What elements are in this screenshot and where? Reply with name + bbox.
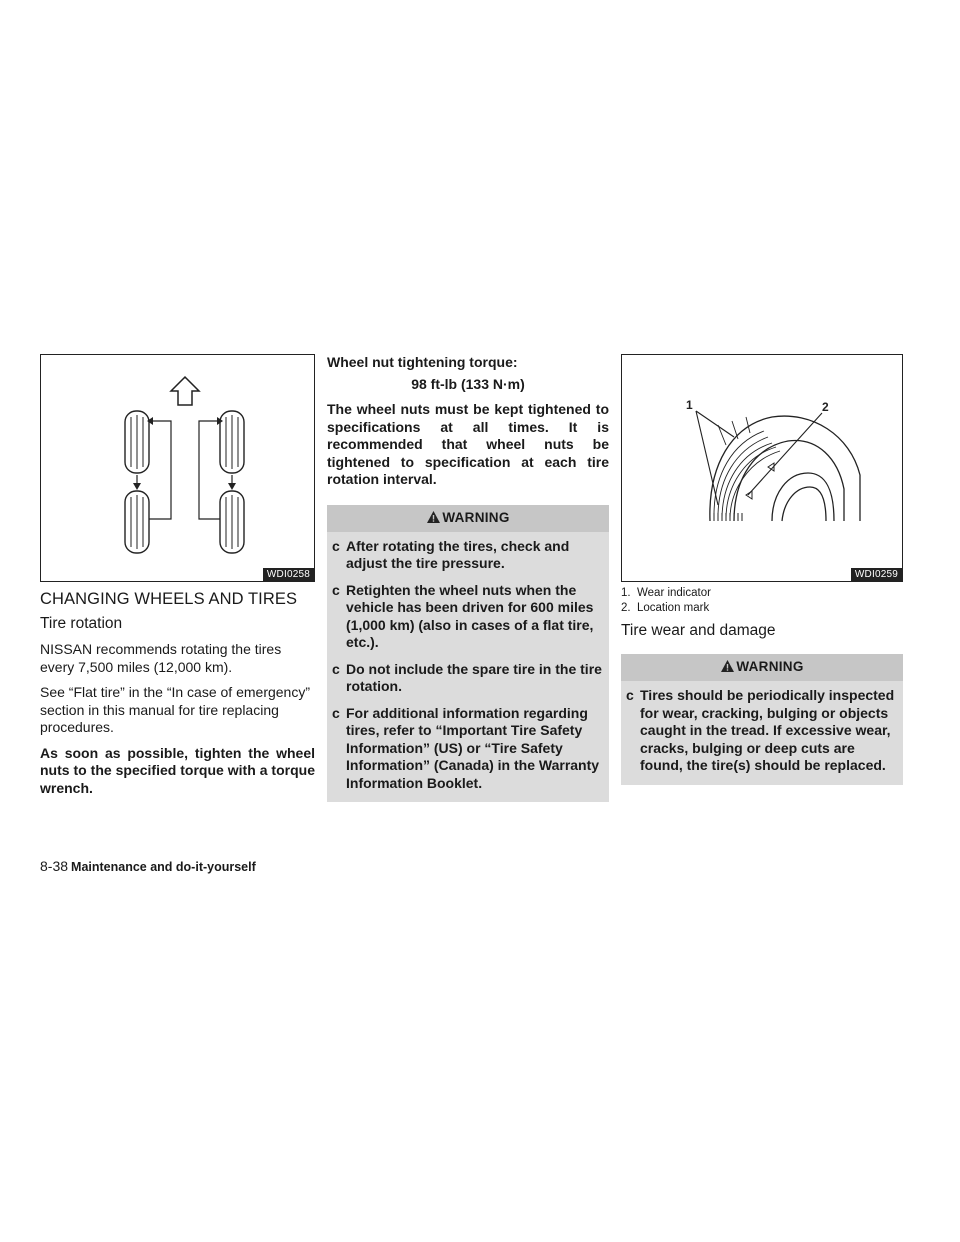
tire-rotation-diagram bbox=[40, 354, 315, 582]
bullet: c bbox=[332, 537, 340, 554]
body-paragraph-bold: The wheel nuts must be kept tightened to specifications at all times. It is recommended that wheel nuts be tightened to specification at each tire rotation interval. bbox=[327, 401, 609, 487]
column-left bbox=[40, 354, 315, 805]
bullet: c bbox=[332, 581, 340, 598]
tire-rotation-illustration bbox=[41, 355, 314, 581]
legend-item: 2. Location mark bbox=[621, 602, 710, 614]
warning-icon bbox=[426, 510, 441, 527]
section-title: CHANGING WHEELS AND TIRES bbox=[40, 590, 298, 608]
tire-wear-illustration bbox=[622, 355, 902, 581]
warning-item: c Do not include the spare tire in the tire rotation. bbox=[332, 660, 602, 694]
warning-icon bbox=[720, 659, 735, 676]
forward-arrow-icon bbox=[171, 377, 199, 405]
rotation-arrows bbox=[137, 421, 232, 519]
torque-value: 98 ft-lb (133 N·m) bbox=[411, 376, 525, 392]
callout-label-2: 2 bbox=[822, 400, 829, 414]
bullet: c bbox=[332, 660, 340, 677]
callout-label-1: 1 bbox=[686, 398, 693, 412]
figure-legend bbox=[621, 586, 903, 616]
warning-item: c Tires should be periodically inspected for wear, cracking, bulging or objects caught in the tread. If excessive wear, cracks, bulging or deep cuts are found, the tire(s) should be replaced. bbox=[626, 687, 895, 773]
warning-item: c After rotating the tires, check and adjust the tire pressure. bbox=[332, 537, 570, 571]
warning-title: WARNING bbox=[442, 509, 510, 525]
warning-header bbox=[327, 505, 609, 532]
body-paragraph: NISSAN recommends rotating the tires every 7,500 miles (12,000 km). bbox=[40, 641, 282, 675]
figure-code: WDI0258 bbox=[263, 568, 314, 581]
column-middle bbox=[327, 354, 609, 802]
bullet: c bbox=[332, 704, 340, 721]
figure-code: WDI0259 bbox=[851, 568, 902, 581]
page-number: 8-38 bbox=[40, 858, 69, 874]
warning-list bbox=[621, 681, 903, 785]
tire-wear-diagram bbox=[621, 354, 903, 582]
subsection-title: Tire rotation bbox=[40, 615, 123, 632]
warning-list bbox=[327, 532, 609, 803]
subsection-title: Tire wear and damage bbox=[621, 622, 776, 639]
warning-box bbox=[621, 654, 903, 785]
warning-title: WARNING bbox=[736, 659, 804, 674]
torque-label: Wheel nut tightening torque: bbox=[327, 354, 518, 370]
warning-header bbox=[621, 654, 903, 681]
warning-box bbox=[327, 505, 609, 803]
column-right bbox=[621, 354, 903, 785]
chapter-title: Maintenance and do-it-yourself bbox=[71, 860, 256, 874]
legend-item: 1. Wear indicator bbox=[621, 587, 711, 599]
warning-item: c For additional information regarding tires, refer to “Important Tire Safety Information” (US) or “Tire Safety Information” (Canada) in the Warranty Information Booklet. bbox=[332, 704, 600, 791]
body-paragraph-bold: As soon as possible, tighten the wheel nuts to the specified torque with a torque wrench. bbox=[40, 744, 315, 796]
body-paragraph: See “Flat tire” in the “In case of emergency” section in this manual for tire replacing procedures. bbox=[40, 684, 310, 735]
bullet: c bbox=[626, 687, 634, 703]
page-footer bbox=[40, 858, 256, 874]
warning-item: c Retighten the wheel nuts when the vehicle has been driven for 600 miles (1,000 km) (also in cases of a flat tire, etc.). bbox=[332, 581, 594, 650]
